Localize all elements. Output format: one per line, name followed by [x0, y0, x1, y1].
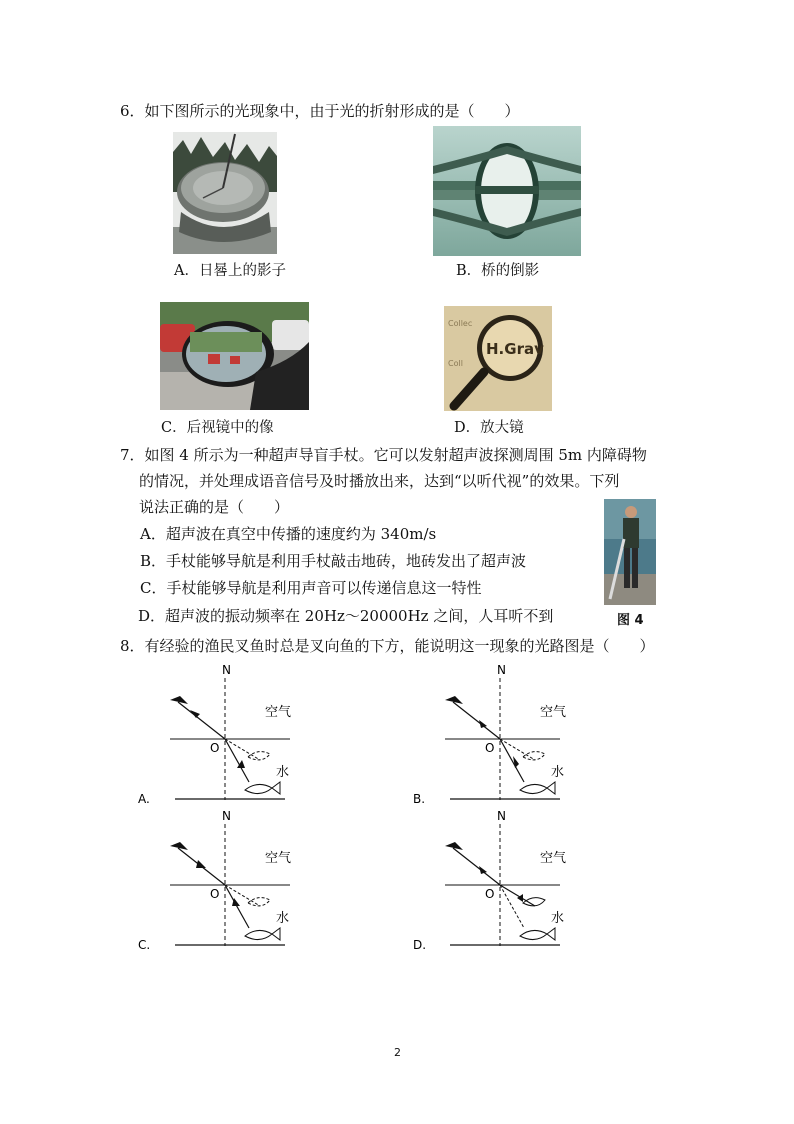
question-8-stem: 8．有经验的渔民叉鱼时总是叉向鱼的下方，能说明这一现象的光路图是（ ） [120, 637, 655, 655]
light-path-diagram-c [130, 806, 310, 956]
question-7-stem-line-1: 7．如图 4 所示为一种超声导盲手杖。它可以发射超声波探测周围 5m 内障碍物 [120, 446, 647, 464]
water-label: 水 [276, 765, 290, 780]
question-7-option-d: D．超声波的振动频率在 20Hz～20000Hz 之间，人耳听不到 [138, 607, 554, 625]
normal-label: N [222, 809, 231, 823]
air-label: 空气 [540, 705, 567, 720]
question-7-option-a: A．超声波在真空中传播的速度约为 340m/s [140, 525, 437, 543]
question-6-stem: 6．如下图所示的光现象中，由于光的折射形成的是（ ） [120, 102, 520, 120]
option-a-label: A. [138, 792, 150, 806]
caption-a: A．日晷上的影子 [174, 263, 286, 279]
option-d-label: D. [413, 938, 427, 952]
magnifier-text: H.Grav [486, 340, 544, 358]
bridge-reflection-photo [433, 126, 581, 256]
blind-cane-photo [604, 499, 656, 605]
figure-4-label: 图 4 [617, 613, 644, 628]
point-o-label: O [210, 887, 220, 901]
air-label: 空气 [265, 851, 292, 866]
water-label: 水 [276, 911, 290, 926]
option-c-label: C. [138, 938, 151, 952]
question-7-stem-line-2: 的情况，并处理成语音信号及时播放出来，达到“以听代视”的效果。下列 [139, 472, 620, 490]
water-label: 水 [551, 911, 565, 926]
option-b-label: B. [413, 792, 426, 806]
normal-label: N [497, 663, 506, 677]
water-label: 水 [551, 765, 565, 780]
point-o-label: O [210, 741, 220, 755]
normal-label: N [497, 809, 506, 823]
question-7-option-b: B．手杖能够导航是利用手杖敲击地砖，地砖发出了超声波 [140, 552, 527, 570]
light-path-diagram-a [130, 660, 310, 810]
normal-label: N [222, 663, 231, 677]
light-path-diagram-b [405, 660, 585, 810]
air-label: 空气 [540, 851, 567, 866]
svg-text:Coll: Coll [448, 359, 463, 368]
air-label: 空气 [265, 705, 292, 720]
question-7-option-c: C．手杖能够导航是利用声音可以传递信息这一特性 [140, 579, 482, 597]
svg-text:Collec: Collec [448, 319, 473, 328]
page-number: 2 [394, 1046, 401, 1059]
point-o-label: O [485, 741, 495, 755]
question-7-stem-line-3: 说法正确的是（ ） [139, 498, 290, 516]
light-path-diagram-d [405, 806, 585, 956]
magnifier-photo [444, 306, 552, 411]
rearview-mirror-photo [160, 302, 309, 410]
point-o-label: O [485, 887, 495, 901]
caption-c: C．后视镜中的像 [161, 420, 274, 436]
caption-b: B．桥的倒影 [456, 263, 540, 279]
caption-d: D．放大镜 [454, 420, 524, 436]
sundial-photo [173, 132, 277, 254]
